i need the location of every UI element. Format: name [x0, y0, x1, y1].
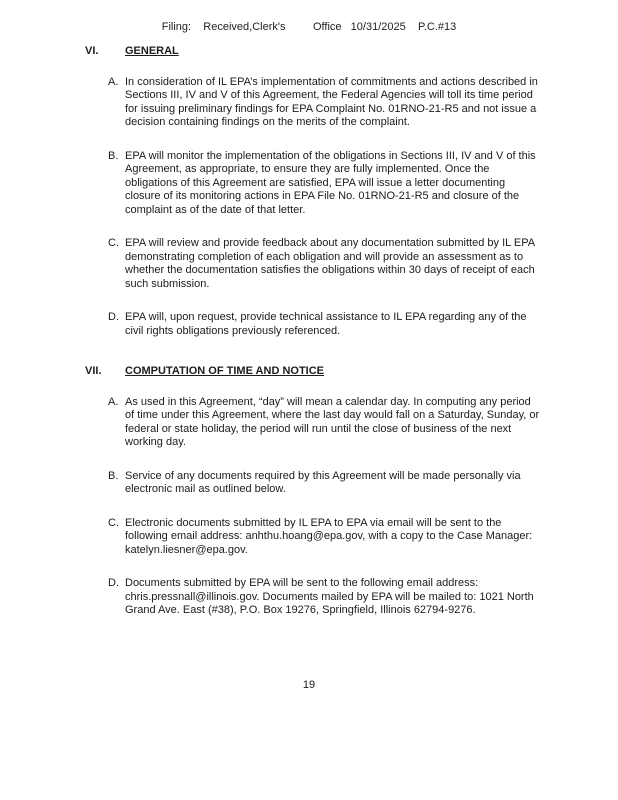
item-text: As used in this Agreement, “day” will mean a calendar day. In computing any period of time under this Agreement, where the last day would fall on a Saturday, Sunday, or federal or state holiday, the period will run until the close of business of the next working day.	[125, 395, 540, 448]
item-text: EPA will review and provide feedback about any documentation submitted by IL EPA demonstrating completion of each obligation and will provide an assessment as to whether the documentation satisfies the obligations within 30 days of receipt of each such submission.	[125, 237, 535, 290]
item-letter: A.	[108, 395, 119, 408]
list-item	[108, 150, 547, 218]
item-letter: C.	[108, 237, 119, 249]
section-heading-general	[85, 45, 547, 59]
section-heading-computation	[85, 365, 547, 379]
list-item	[108, 470, 547, 497]
document-body	[85, 45, 547, 638]
item-letter: B.	[108, 149, 119, 162]
section-gap	[85, 358, 547, 365]
list-item	[108, 396, 547, 450]
list-item	[108, 577, 547, 618]
item-letter: D.	[108, 311, 119, 323]
page-number: 19	[302, 679, 316, 691]
list-item	[108, 517, 547, 558]
item-letter: C.	[108, 516, 119, 529]
section-number: VII.	[85, 365, 102, 377]
item-text: Electronic documents submitted by IL EPA to EPA via email will be sent to the following email address: anhthu.hoang@epa.gov, with a copy to the Case Manager: katelyn.liesner@epa.gov.	[125, 516, 533, 556]
section-title: COMPUTATION OF TIME AND NOTICE	[125, 365, 325, 377]
item-letter: B.	[108, 469, 119, 482]
item-text: EPA will, upon request, provide technical assistance to IL EPA regarding any of the civil rights obligations previously referenced.	[125, 311, 527, 337]
section-title: GENERAL	[125, 45, 179, 57]
list-item	[108, 76, 547, 130]
item-text: Service of any documents required by this Agreement will be made personally via electronic mail as outlined below.	[125, 469, 521, 495]
item-text: Documents submitted by EPA will be sent to the following email address: chris.pressnall@illinois.gov. Documents mailed by EPA will be mailed to: 1021 North Grand Ave. East (#38), P.O. Box 19276, Springfield, Illinois 62794-9276.	[125, 577, 534, 616]
item-letter: D.	[108, 577, 119, 589]
item-text: EPA will monitor the implementation of the obligations in Sections III, IV and V of this Agreement, as appropriate, to ensure they are fully implemented. Once the obligations of this Agreement are satisfied, EPA will issue a letter documenting closure of its monitoring actions in EPA File No. 01RNO-21-R5 and closure of the complaint as of the date of that letter.	[125, 149, 536, 216]
filing-stamp-header: Filing: Received,Clerk's Office 10/31/2025 P.C.#13	[161, 21, 457, 33]
item-text: In consideration of IL EPA’s implementation of commitments and actions described in Sections III, IV and V of this Agreement, the Federal Agencies will toll its time period for issuing preliminary findings for EPA Complaint No. 01RNO-21-R5 and not issue a decision containing findings on the merits of the complaint.	[125, 75, 538, 128]
list-item	[108, 237, 547, 291]
list-item	[108, 311, 547, 338]
item-letter: A.	[108, 75, 119, 88]
section-number: VI.	[85, 45, 99, 57]
